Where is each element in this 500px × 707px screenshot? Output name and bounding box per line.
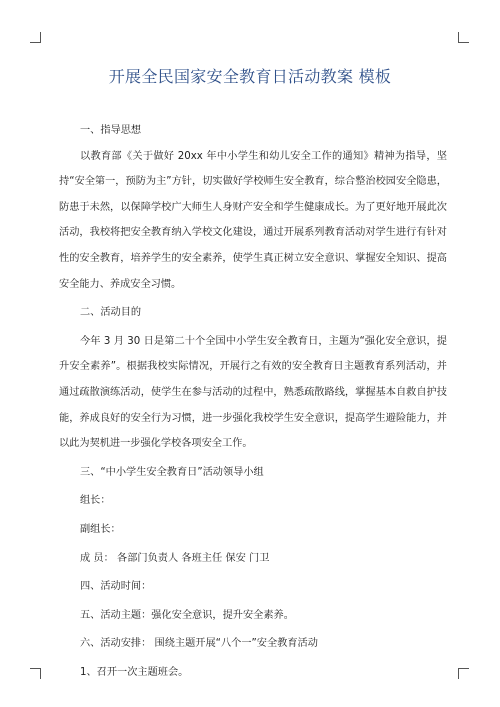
document-body [59,118,447,685]
section-5-heading: 五、活动主题：强化安全意识，提升安全素养。 [80,609,294,621]
document-title: 开展全民国家安全教育日活动教案 模板 [108,67,392,86]
crop-mark-bottom-right [458,668,469,679]
section-2-body: 今年 3 月 30 日是第二十个全国中小学生安全教育日，主题为“强化安全意识，提升安全素养”。根据我校实际情况，开展行之有效的安全教育日主题教育系列活动，并通过疏散演练活动，使学生在参与活动的过程中，熟悉疏散路线，掌握基本自救自护技能，养成良好的安全行为习惯，进一步强化我校学生安全意识，提高学生避险能力，并以此为契机进一步强化学校各项安全工作。 [59,335,447,450]
section-3-heading: 三、“中小学生安全教育日”活动领导小组 [80,466,264,478]
section-1-body: 以教育部《关于做好 20xx 年中小学生和幼儿安全工作的通知》精神为指导，坚持“安全第一，预防为主”方针，切实做好学校师生安全教育，综合整治校园安全隐患，防患于未然，以保障学校广大师生人身财产安全和学生健康成长。为了更好地开展此次活动，我校将把安全教育纳入学校文化建设，通过开展系列教育活动对学生进行有针对性的安全教育，培养学生的安全素养，使学生真正树立安全意识、掌握安全知识、提高安全能力、养成安全习惯。 [59,150,447,290]
leader-line: 组长： [80,495,111,507]
section-1-heading: 一、指导思想 [80,125,142,136]
members-line: 成 员： 各部门负责人 各班主任 保安 门卫 [80,552,270,564]
section-2-heading: 二、活动目的 [80,307,142,319]
crop-mark-top-right [458,32,469,43]
section-6-heading: 六、活动安排： 围绕主题开展“八个一”安全教育活动 [80,638,318,650]
vice-leader-line: 副组长： [80,523,121,535]
crop-mark-bottom-left [30,668,41,679]
section-4-heading: 四、活动时间： [80,581,152,593]
crop-mark-top-left [30,32,41,43]
list-item-1: 1、召开一次主题班会。 [80,666,189,678]
